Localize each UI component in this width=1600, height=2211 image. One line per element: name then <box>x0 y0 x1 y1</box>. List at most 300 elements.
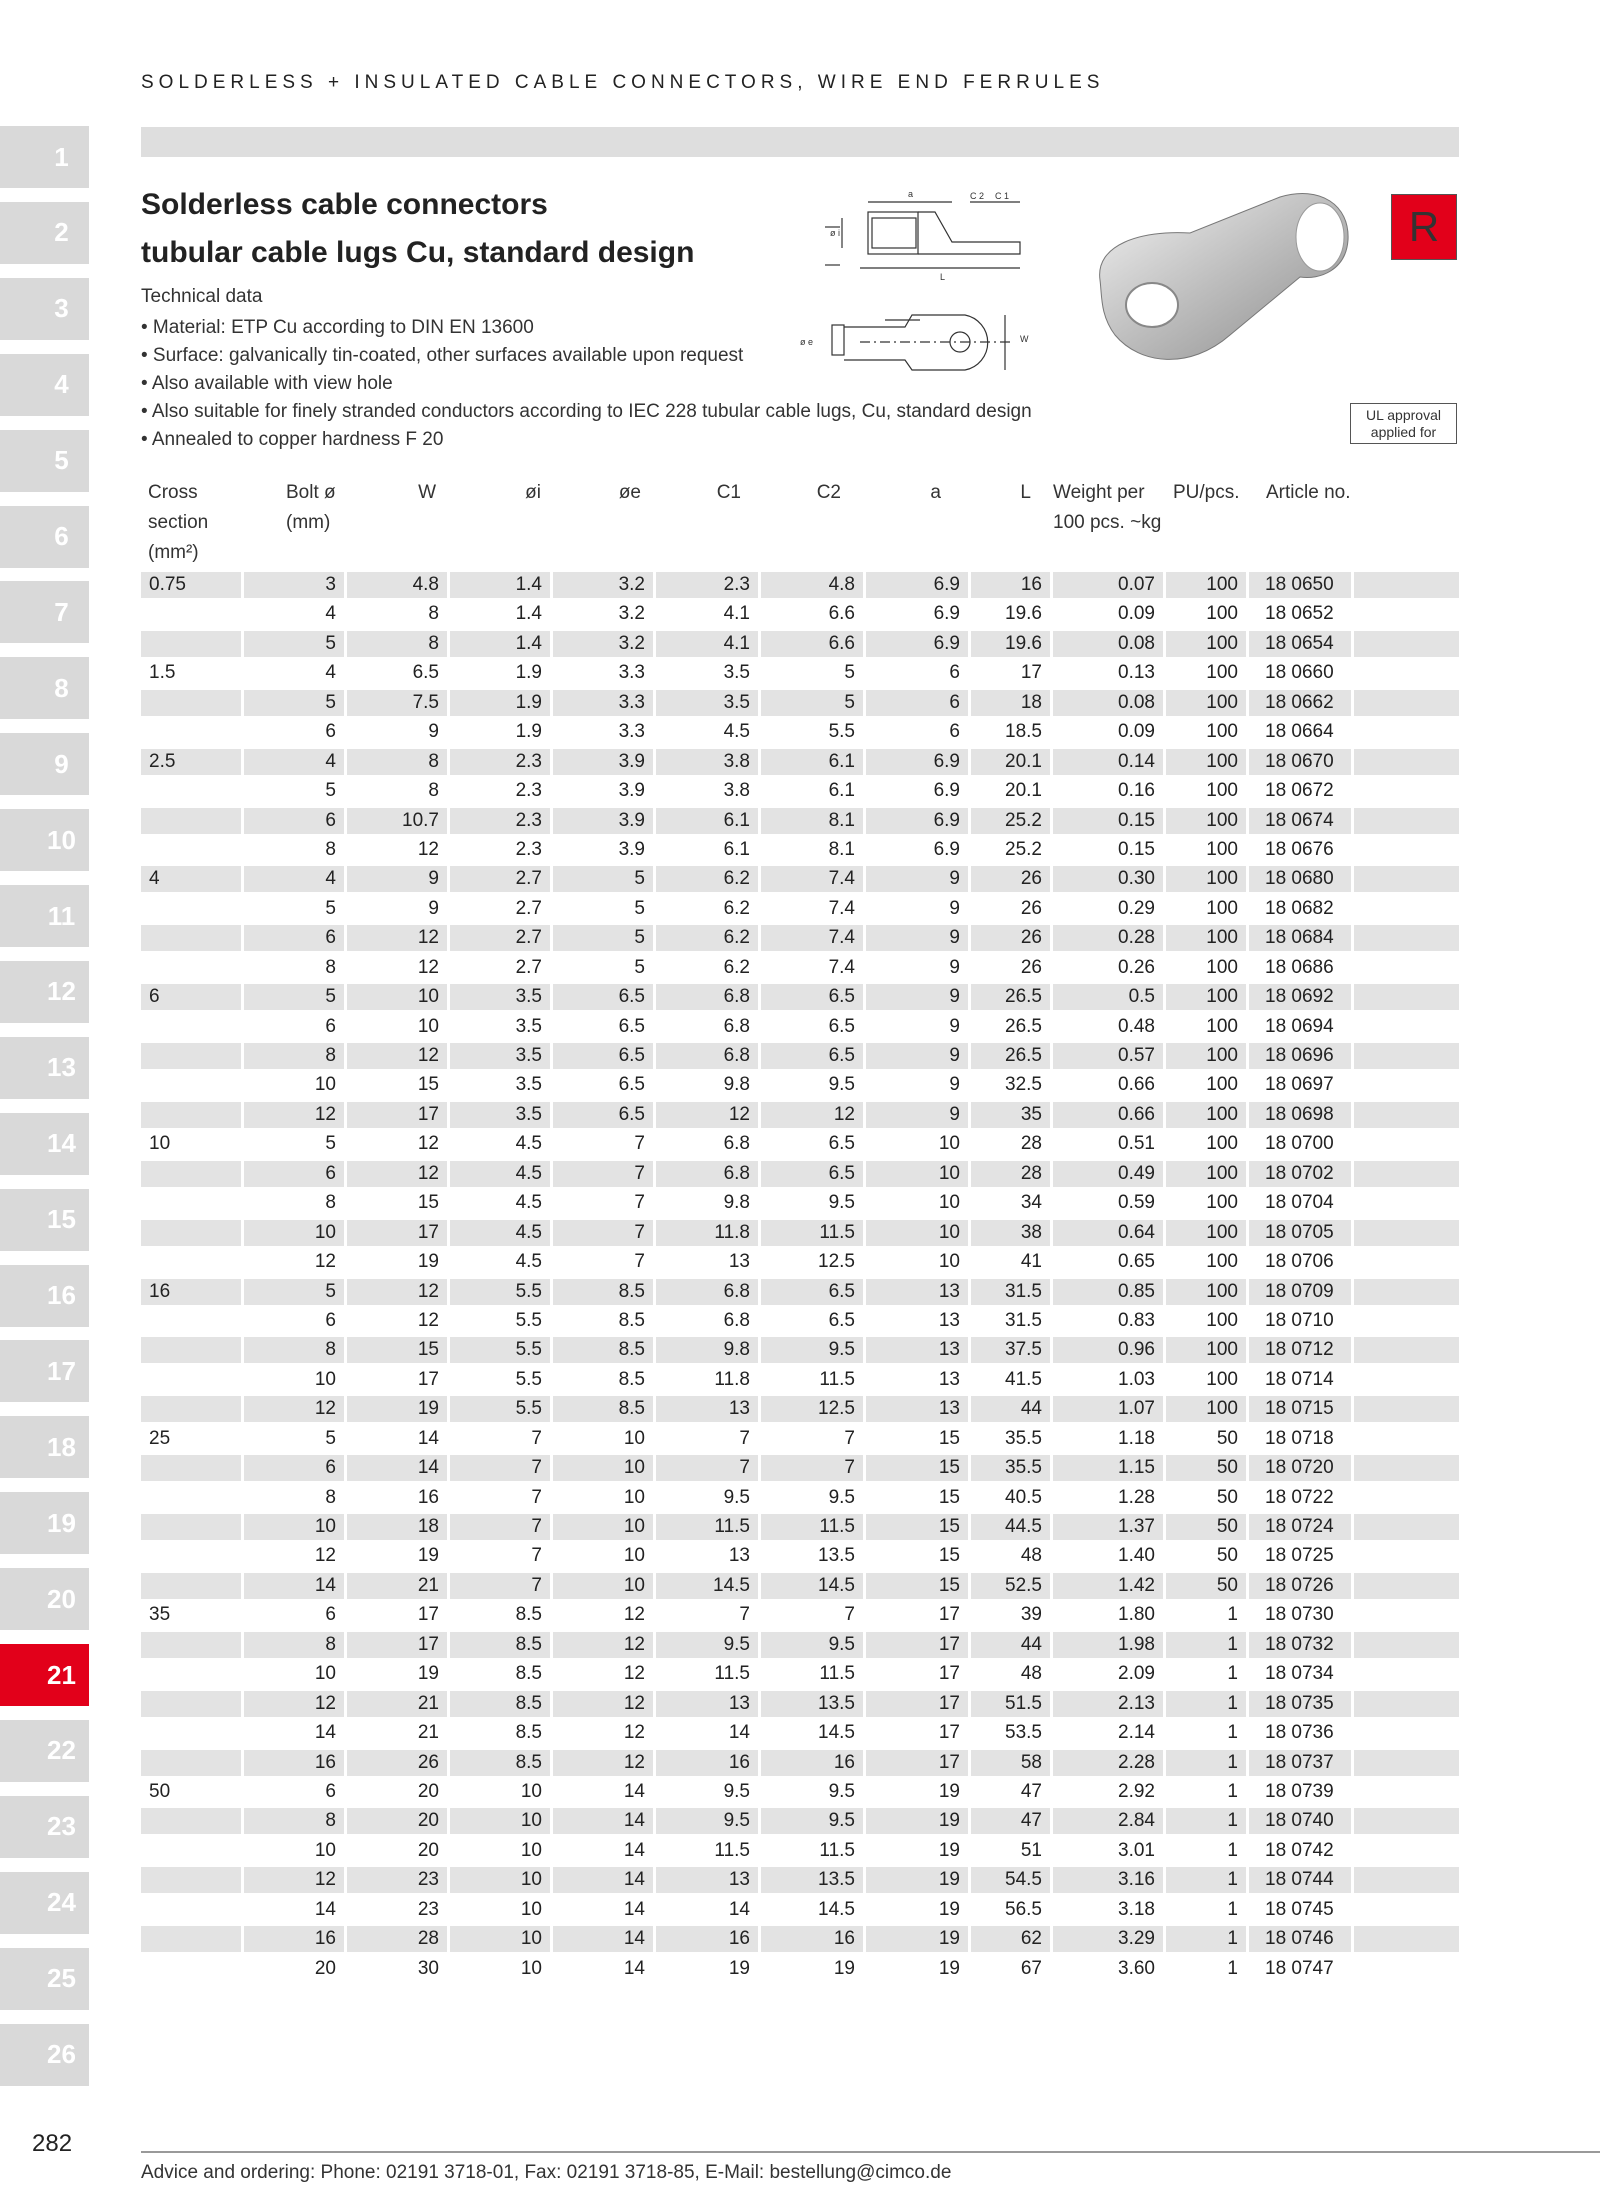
technical-drawing <box>780 180 1060 380</box>
table-cell: 6.9 <box>866 631 968 657</box>
tech-bullet: • Also suitable for finely stranded conductors according to IEC 228 tubular cable lugs, Cu, standard design <box>141 401 1032 422</box>
table-cell: 6.5 <box>553 1043 653 1069</box>
table-cell: 0.49 <box>1053 1161 1163 1187</box>
table-cell: 35 <box>149 1604 171 1626</box>
table-row <box>141 866 1459 895</box>
table-cell: 12 <box>347 1161 447 1187</box>
table-cell: 1 <box>1227 1722 1238 1744</box>
table-cell: 100 <box>1206 721 1238 743</box>
table-cell <box>141 1249 241 1275</box>
dim-label-c1: C 1 <box>995 191 1010 201</box>
table-cell: 19 <box>866 1808 968 1834</box>
table-cell: 11.5 <box>819 1368 855 1390</box>
table-cell <box>1354 1661 1459 1687</box>
table-cell: 18 0694 <box>1265 1015 1334 1037</box>
table-cell: 11.8 <box>714 1368 750 1390</box>
table-row <box>141 601 1459 630</box>
table-cell: 6 <box>866 690 968 716</box>
table-cell: 11.5 <box>761 1220 863 1246</box>
chapter-tab-19[interactable]: 19 <box>0 1492 89 1554</box>
table-cell: 8 <box>347 631 447 657</box>
table-cell: 2.7 <box>515 897 542 919</box>
table-cell: 3.8 <box>723 780 750 802</box>
table-row <box>141 1072 1459 1101</box>
table-cell: 17 <box>866 1750 968 1776</box>
table-cell <box>1354 690 1459 716</box>
page-title-line2: tubular cable lugs Cu, standard design <box>141 236 695 269</box>
table-cell: 38 <box>971 1220 1050 1246</box>
table-cell: 6.1 <box>828 780 855 802</box>
table-cell: 5 <box>244 1279 344 1305</box>
table-cell: 0.64 <box>1053 1220 1163 1246</box>
chapter-tab-18[interactable]: 18 <box>0 1416 89 1478</box>
table-row <box>141 1720 1459 1749</box>
table-cell: 18 <box>971 690 1050 716</box>
chapter-tab-11[interactable]: 11 <box>0 885 89 947</box>
chapter-tab-25[interactable]: 25 <box>0 1948 89 2010</box>
chapter-tab-24[interactable]: 24 <box>0 1872 89 1934</box>
table-cell: 6.8 <box>723 1015 750 1037</box>
table-cell: 50 <box>1216 1486 1238 1508</box>
table-row <box>141 984 1459 1013</box>
table-cell: 20 <box>314 1957 336 1979</box>
table-cell <box>1354 1072 1459 1098</box>
table-cell: 6.9 <box>866 749 968 775</box>
table-cell: 18 0702 <box>1249 1161 1351 1187</box>
table-cell: 9.8 <box>723 1192 750 1214</box>
category-badge: R <box>1391 194 1457 260</box>
footer-divider <box>141 2151 1600 2153</box>
table-cell: 12 <box>347 925 447 951</box>
table-cell: 14 <box>728 1898 750 1920</box>
table-row <box>141 925 1459 954</box>
table-cell: 31.5 <box>1005 1309 1042 1331</box>
table-cell: 18 0726 <box>1249 1573 1351 1599</box>
header-article: Article no. <box>1266 482 1351 503</box>
table-cell: 35.5 <box>971 1455 1050 1481</box>
table-cell: 34 <box>1020 1192 1042 1214</box>
table-cell: 10 <box>866 1161 968 1187</box>
table-cell: 14 <box>623 1839 645 1861</box>
table-cell: 10 <box>450 1808 550 1834</box>
table-row <box>141 1514 1459 1543</box>
table-cell: 9 <box>866 984 968 1010</box>
table-row <box>141 808 1459 837</box>
table-cell: 8 <box>428 603 439 625</box>
table-cell: 18 0710 <box>1265 1309 1334 1331</box>
table-row <box>141 1867 1459 1896</box>
table-row <box>141 1190 1459 1219</box>
table-cell: 9 <box>428 897 439 919</box>
chapter-tab-10[interactable]: 10 <box>0 809 89 871</box>
table-cell: 18 0714 <box>1265 1368 1334 1390</box>
table-row <box>141 1838 1459 1867</box>
table-cell: 12 <box>314 1251 336 1273</box>
table-cell: 19 <box>938 1780 960 1802</box>
technical-data-heading: Technical data <box>141 286 263 307</box>
table-cell: 6 <box>244 925 344 951</box>
table-cell: 1.40 <box>1118 1545 1155 1567</box>
table-cell: 5 <box>761 690 863 716</box>
table-cell: 9 <box>428 721 439 743</box>
tech-bullet: • Surface: galvanically tin-coated, other surfaces available upon request <box>141 345 744 366</box>
table-cell: 5 <box>553 866 653 892</box>
table-cell: 13 <box>656 1396 758 1422</box>
table-row <box>141 1102 1459 1131</box>
table-cell: 2.14 <box>1118 1722 1155 1744</box>
table-cell: 6 <box>325 1309 336 1331</box>
table-cell: 5 <box>844 662 855 684</box>
table-cell: 47 <box>1020 1780 1042 1802</box>
table-cell: 18 0654 <box>1249 631 1351 657</box>
table-cell: 18 0725 <box>1265 1545 1334 1567</box>
table-cell: 7 <box>656 1455 758 1481</box>
table-cell: 6.5 <box>828 1133 855 1155</box>
table-cell: 6 <box>244 808 344 834</box>
chapter-tab-6[interactable]: 6 <box>0 506 89 568</box>
table-cell: 100 <box>1166 1220 1246 1246</box>
table-cell: 7 <box>844 1427 855 1449</box>
table-cell: 9.5 <box>761 1337 863 1363</box>
chapter-tab-17[interactable]: 17 <box>0 1340 89 1402</box>
table-cell: 0.08 <box>1053 631 1163 657</box>
table-cell: 6.5 <box>412 662 439 684</box>
table-cell: 12 <box>623 1722 645 1744</box>
table-cell: 10 <box>450 1926 550 1952</box>
table-cell: 6 <box>949 721 960 743</box>
table-cell: 18 0732 <box>1249 1632 1351 1658</box>
table-cell: 19 <box>866 1867 968 1893</box>
table-cell: 8 <box>325 1486 336 1508</box>
table-cell: 8 <box>428 780 439 802</box>
table-cell: 3.2 <box>618 603 645 625</box>
table-cell: 8.5 <box>553 1396 653 1422</box>
table-cell: 13 <box>866 1396 968 1422</box>
table-cell: 1 <box>1166 1691 1246 1717</box>
table-cell: 28 <box>971 1161 1050 1187</box>
table-cell: 0.28 <box>1053 925 1163 951</box>
table-cell <box>1354 572 1459 598</box>
table-cell <box>1354 601 1459 627</box>
table-cell: 15 <box>866 1455 968 1481</box>
table-cell <box>141 1455 241 1481</box>
table-cell: 10 <box>314 1368 336 1390</box>
table-cell: 10 <box>520 1780 542 1802</box>
table-cell <box>1354 1632 1459 1658</box>
table-cell: 0.13 <box>1118 662 1155 684</box>
table-cell: 18 0747 <box>1265 1957 1334 1979</box>
table-cell: 7.4 <box>828 897 855 919</box>
table-cell: 13 <box>938 1309 960 1331</box>
table-cell: 10 <box>866 1220 968 1246</box>
table-cell: 44.5 <box>971 1514 1050 1540</box>
header-oi: øi <box>525 482 541 503</box>
table-cell: 18 0735 <box>1249 1691 1351 1717</box>
table-cell: 11.8 <box>656 1220 758 1246</box>
table-cell <box>1354 1131 1459 1157</box>
table-cell: 26.5 <box>971 1043 1050 1069</box>
table-cell: 18 0705 <box>1249 1220 1351 1246</box>
chapter-tab-4[interactable]: 4 <box>0 354 89 416</box>
table-cell: 1.18 <box>1118 1427 1155 1449</box>
chapter-tab-3[interactable]: 3 <box>0 278 89 340</box>
table-cell <box>1354 1602 1459 1628</box>
chapter-tab-26[interactable]: 26 <box>0 2024 89 2086</box>
table-cell: 26.5 <box>1005 1015 1042 1037</box>
table-cell: 17 <box>938 1604 960 1626</box>
table-cell: 28 <box>1020 1133 1042 1155</box>
table-cell: 5 <box>244 984 344 1010</box>
table-cell: 100 <box>1166 1102 1246 1128</box>
table-cell: 21 <box>417 1722 439 1744</box>
table-cell: 12 <box>553 1750 653 1776</box>
table-cell: 15 <box>417 1192 439 1214</box>
chapter-tab-7[interactable]: 7 <box>0 581 89 643</box>
table-cell: 100 <box>1206 838 1238 860</box>
table-cell: 3.2 <box>553 572 653 598</box>
table-cell <box>141 1543 241 1569</box>
table-cell: 17 <box>347 1102 447 1128</box>
table-cell: 8.5 <box>553 1279 653 1305</box>
product-table <box>141 572 1459 1985</box>
table-cell <box>1354 1750 1459 1776</box>
table-cell: 18 0664 <box>1265 721 1334 743</box>
table-row <box>141 1897 1459 1926</box>
table-cell: 20 <box>417 1839 439 1861</box>
table-cell: 13.5 <box>818 1545 855 1567</box>
table-row <box>141 1043 1459 1072</box>
table-cell: 18 0686 <box>1265 956 1334 978</box>
table-cell: 7 <box>739 1604 750 1626</box>
table-cell: 3.60 <box>1118 1957 1155 1979</box>
table-row <box>141 1573 1459 1602</box>
table-cell: 6.2 <box>723 956 750 978</box>
table-cell: 6.5 <box>553 984 653 1010</box>
table-cell: 21 <box>347 1573 447 1599</box>
table-cell: 25.2 <box>971 808 1050 834</box>
table-cell: 0.15 <box>1118 838 1155 860</box>
table-cell: 18 0706 <box>1265 1251 1334 1273</box>
header-c1: C1 <box>716 482 741 503</box>
table-cell: 19 <box>417 1251 439 1273</box>
table-cell: 100 <box>1206 1309 1238 1331</box>
table-cell <box>1354 1485 1459 1511</box>
chapter-tab-23[interactable]: 23 <box>0 1796 89 1858</box>
table-cell: 3.5 <box>450 1102 550 1128</box>
table-cell: 18 0680 <box>1249 866 1351 892</box>
table-cell: 25 <box>149 1427 171 1449</box>
table-cell <box>141 1367 241 1393</box>
table-cell: 0.16 <box>1118 780 1155 802</box>
table-row <box>141 1632 1459 1661</box>
table-cell: 9.5 <box>723 1486 750 1508</box>
table-cell <box>141 1808 241 1834</box>
table-cell: 13 <box>938 1368 960 1390</box>
table-cell <box>141 601 241 627</box>
dim-label-oe: ø e <box>800 337 814 347</box>
table-cell: 50 <box>149 1780 171 1802</box>
chapter-tab-14[interactable]: 14 <box>0 1113 89 1175</box>
table-cell: 0.48 <box>1118 1015 1155 1037</box>
table-cell <box>1354 896 1459 922</box>
table-cell: 18 0696 <box>1249 1043 1351 1069</box>
table-cell: 5 <box>634 897 645 919</box>
table-cell: 14 <box>347 1455 447 1481</box>
table-cell: 26 <box>347 1750 447 1776</box>
table-cell: 100 <box>1166 1043 1246 1069</box>
table-cell: 19 <box>417 1663 439 1685</box>
table-cell: 51 <box>1020 1839 1042 1861</box>
table-cell <box>141 1926 241 1952</box>
table-cell: 10 <box>520 1957 542 1979</box>
table-cell: 10.7 <box>347 808 447 834</box>
table-cell: 11.5 <box>714 1839 750 1861</box>
chapter-tab-13[interactable]: 13 <box>0 1037 89 1099</box>
table-cell: 16 <box>656 1750 758 1776</box>
table-cell: 6.8 <box>656 1043 758 1069</box>
table-cell: 9.5 <box>828 1486 855 1508</box>
table-cell: 14 <box>244 1573 344 1599</box>
table-cell: 100 <box>1166 690 1246 716</box>
table-cell: 4.8 <box>347 572 447 598</box>
table-cell: 2.84 <box>1053 1808 1163 1834</box>
table-cell: 3.29 <box>1053 1926 1163 1952</box>
table-row <box>141 631 1459 660</box>
table-cell: 8.5 <box>618 1368 645 1390</box>
table-cell <box>1354 1779 1459 1805</box>
table-cell: 3.8 <box>656 749 758 775</box>
table-cell: 18 0698 <box>1249 1102 1351 1128</box>
table-cell: 9.5 <box>828 1074 855 1096</box>
table-cell: 14.5 <box>818 1898 855 1920</box>
table-cell: 100 <box>1166 866 1246 892</box>
table-cell: 3.5 <box>515 1074 542 1096</box>
table-cell: 100 <box>1206 956 1238 978</box>
table-cell: 7 <box>531 1486 542 1508</box>
table-cell: 10 <box>623 1486 645 1508</box>
table-cell: 12 <box>244 1691 344 1717</box>
table-cell: 6.5 <box>618 1074 645 1096</box>
table-cell <box>141 631 241 657</box>
table-cell: 4.8 <box>761 572 863 598</box>
chapter-tab-22[interactable]: 22 <box>0 1720 89 1782</box>
table-cell: 9.8 <box>656 1337 758 1363</box>
table-cell: 0.66 <box>1053 1102 1163 1128</box>
table-cell <box>1354 1573 1459 1599</box>
table-cell: 10 <box>417 1015 439 1037</box>
table-cell: 6.2 <box>656 866 758 892</box>
chapter-tab-2[interactable]: 2 <box>0 202 89 264</box>
table-cell: 4.5 <box>515 1251 542 1273</box>
chapter-tab-8[interactable]: 8 <box>0 657 89 719</box>
table-cell: 4.5 <box>450 1220 550 1246</box>
chapter-tab-12[interactable]: 12 <box>0 961 89 1023</box>
table-cell: 6 <box>244 1455 344 1481</box>
table-cell: 15 <box>417 1074 439 1096</box>
table-cell: 6.9 <box>933 603 960 625</box>
table-cell: 6.1 <box>656 808 758 834</box>
table-row <box>141 1131 1459 1160</box>
table-cell: 0.85 <box>1053 1279 1163 1305</box>
table-cell: 3.9 <box>618 838 645 860</box>
table-cell: 6 <box>949 662 960 684</box>
table-cell: 4 <box>141 866 241 892</box>
table-cell: 14 <box>553 1926 653 1952</box>
table-cell <box>1354 925 1459 951</box>
table-cell: 20.1 <box>971 749 1050 775</box>
table-cell: 18 0744 <box>1249 1867 1351 1893</box>
table-cell: 1 <box>1227 1780 1238 1802</box>
table-cell: 8 <box>244 1043 344 1069</box>
table-header <box>141 478 1459 568</box>
table-cell: 11.5 <box>761 1514 863 1540</box>
table-cell: 56.5 <box>1005 1898 1042 1920</box>
table-cell: 0.09 <box>1118 721 1155 743</box>
table-cell: 1.37 <box>1053 1514 1163 1540</box>
table-cell: 18 0736 <box>1265 1722 1334 1744</box>
table-cell: 18 0746 <box>1249 1926 1351 1952</box>
chapter-tab-16[interactable]: 16 <box>0 1265 89 1327</box>
table-cell: 5 <box>244 690 344 716</box>
table-cell: 14 <box>314 1898 336 1920</box>
chapter-tab-9[interactable]: 9 <box>0 733 89 795</box>
table-cell: 14 <box>417 1427 439 1449</box>
chapter-tab-21[interactable]: 21 <box>0 1644 89 1706</box>
table-row <box>141 1308 1459 1337</box>
table-cell: 6.8 <box>723 1133 750 1155</box>
table-cell: 48 <box>1020 1545 1042 1567</box>
table-cell: 19 <box>938 1839 960 1861</box>
table-cell: 3.18 <box>1118 1898 1155 1920</box>
table-cell: 6.5 <box>553 1102 653 1128</box>
table-cell: 3.16 <box>1053 1867 1163 1893</box>
table-row <box>141 1455 1459 1484</box>
table-cell: 8.5 <box>450 1632 550 1658</box>
chapter-tab-15[interactable]: 15 <box>0 1189 89 1251</box>
chapter-tab-5[interactable]: 5 <box>0 430 89 492</box>
table-row <box>141 1485 1459 1514</box>
table-cell: 5 <box>325 1427 336 1449</box>
table-cell: 8.5 <box>450 1691 550 1717</box>
table-cell: 12 <box>244 1102 344 1128</box>
table-cell: 7 <box>634 1251 645 1273</box>
table-cell: 100 <box>1206 603 1238 625</box>
table-cell: 9.5 <box>656 1808 758 1834</box>
header-band <box>141 127 1459 157</box>
header-cross-section: Cross section (mm²) <box>148 482 209 563</box>
table-cell: 0.07 <box>1053 572 1163 598</box>
table-cell: 7 <box>553 1220 653 1246</box>
table-cell: 100 <box>1166 984 1246 1010</box>
table-cell: 20.1 <box>1005 780 1042 802</box>
chapter-tab-20[interactable]: 20 <box>0 1568 89 1630</box>
table-cell: 15 <box>866 1573 968 1599</box>
table-cell: 12.5 <box>761 1396 863 1422</box>
table-row <box>141 1543 1459 1572</box>
table-cell: 0.57 <box>1053 1043 1163 1069</box>
table-cell: 8.5 <box>515 1604 542 1626</box>
table-cell: 10 <box>314 1074 336 1096</box>
table-cell <box>1354 1808 1459 1834</box>
table-cell: 100 <box>1166 631 1246 657</box>
table-cell <box>141 1750 241 1776</box>
table-cell: 9 <box>866 925 968 951</box>
chapter-tab-1[interactable]: 1 <box>0 126 89 188</box>
table-cell: 35.5 <box>1005 1427 1042 1449</box>
table-cell: 20 <box>347 1808 447 1834</box>
table-cell: 5.5 <box>450 1279 550 1305</box>
table-cell <box>1354 778 1459 804</box>
